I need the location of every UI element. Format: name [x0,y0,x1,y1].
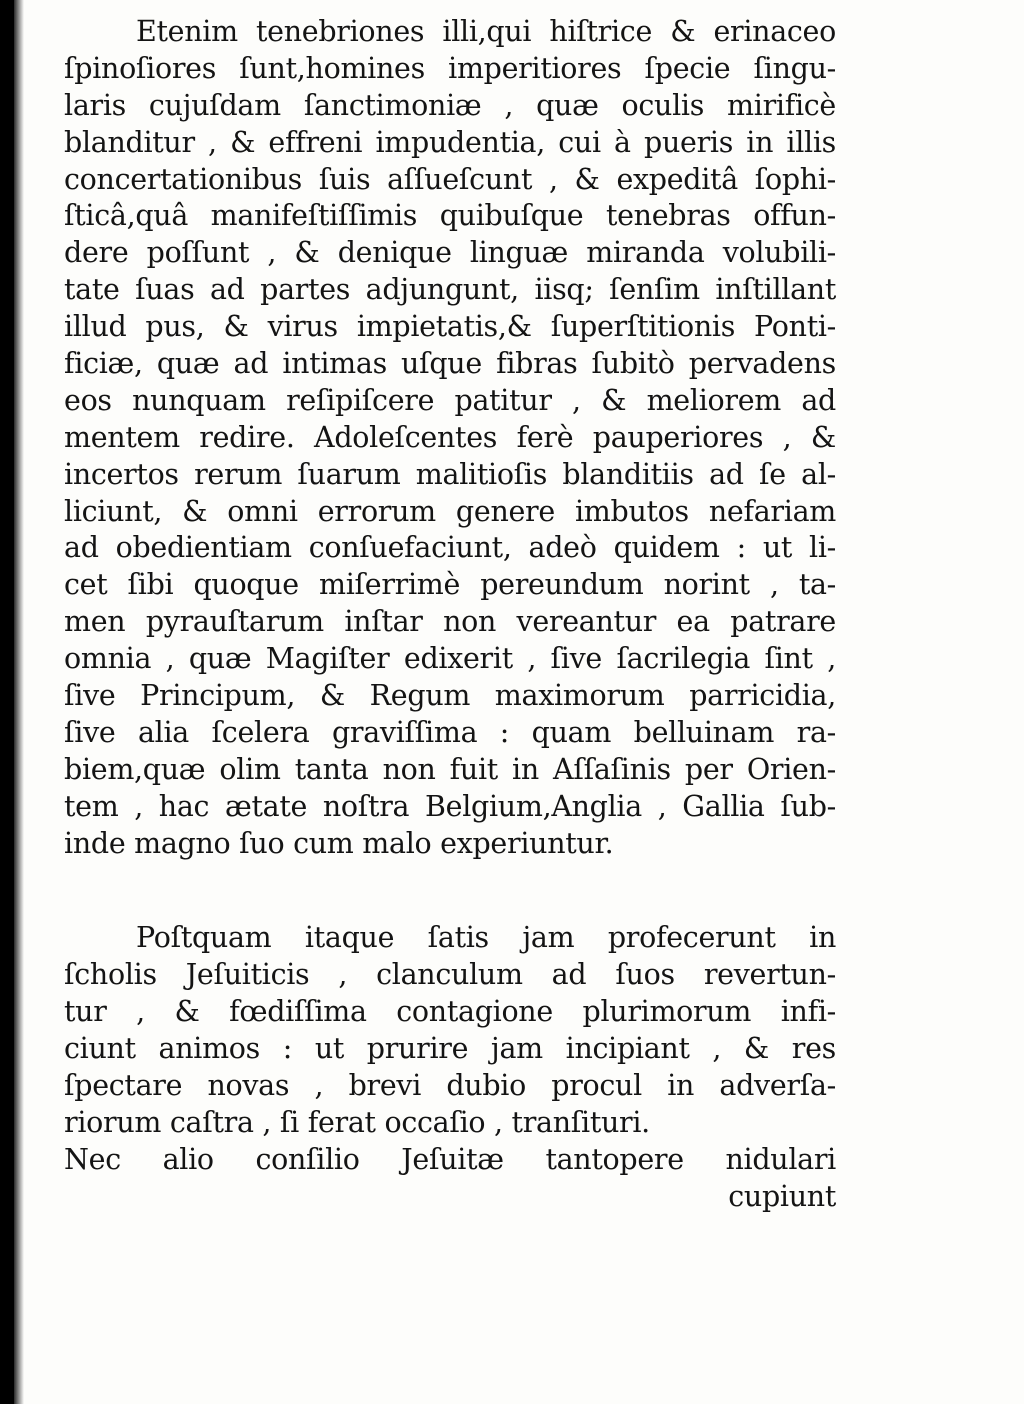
text-line: omnia , quæ Magiſter edixerit , ſive ſacrilegia ſint , [64,642,836,676]
text-line: dere poſſunt , & denique linguæ miranda volubili- [64,236,836,270]
paragraph-2 [64,920,836,1178]
catchword: cupiunt [728,1179,836,1213]
text-line: mentem redire. Adoleſcentes ferè pauperiores , & [64,420,836,454]
text-line: biem,quæ olim tanta non fuit in Aſſaſinis per Orien- [64,752,836,786]
text-line: ſcholis Jeſuiticis , clanculum ad ſuos revertun- [64,958,836,992]
text-line: blanditur , & effreni impudentia, cui à pueris in illis [64,125,836,159]
text-line: tur , & fœdiſſima contagione plurimorum infi- [64,995,836,1029]
text-line: ciunt animos : ut prurire jam incipiant , & res [64,1032,836,1066]
text-line: laris cujuſdam ſanctimoniæ , quæ oculis mirificè [64,88,836,122]
text-line: ſive Principum, & Regum maximorum parricidia, [64,679,836,713]
text-line: ſpinoſiores ſunt,homines imperitiores ſpecie ſingu- [64,51,836,85]
page-text [64,14,836,1216]
text-line: ficiæ, quæ ad intimas uſque fibras ſubitò pervadens [64,347,836,381]
catchword-row [64,1179,836,1216]
paragraph-1 [64,14,836,862]
text-line: Etenim tenebriones illi,qui hiſtrice & erinaceo [136,15,836,48]
text-line: cet ſibi quoque miſerrimè pereundum norint , ta- [64,568,836,602]
text-line: incertos rerum ſuarum malitioſis blanditiis ad ſe al- [64,457,836,491]
text-line: ſticâ,quâ manifeſtiſſimis quibuſque tenebras offun- [64,199,836,233]
text-line: men pyrauſtarum inſtar non vereantur ea patrare [64,605,836,639]
paragraph-gap [64,862,836,920]
text-line: ſpectare novas , brevi dubio procul in adverſa- [64,1069,836,1103]
text-line: ad obedientiam conſuefaciunt, adeò quidem : ut li- [64,531,836,565]
text-line: concertationibus ſuis aſſueſcunt , & expeditâ ſophi- [64,162,836,196]
text-line: ſive alia ſcelera graviſſima : quam belluinam ra- [64,715,836,749]
text-line: Poſtquam itaque ſatis jam profecerunt in [136,921,836,955]
text-line: riorum caſtra , ſi ferat occaſio , tranſituri. [64,1105,650,1139]
text-line: illud pus, & virus impietatis,& ſuperſtitionis Ponti- [64,310,836,344]
book-page [14,0,1024,1404]
text-line: liciunt, & omni errorum genere imbutos nefariam [64,494,836,528]
text-line: inde magno ſuo cum malo experiuntur. [64,826,614,860]
text-line: eos nunquam reſipiſcere patitur , & meliorem ad [64,383,836,417]
text-line: tem , hac ætate noſtra Belgium,Anglia , Gallia ſub- [64,789,836,823]
text-line: tate ſuas ad partes adjungunt, iisq; ſenſim inſtillant [64,273,836,307]
text-line: Nec alio conſilio Jeſuitæ tantopere nidulari [64,1142,836,1176]
